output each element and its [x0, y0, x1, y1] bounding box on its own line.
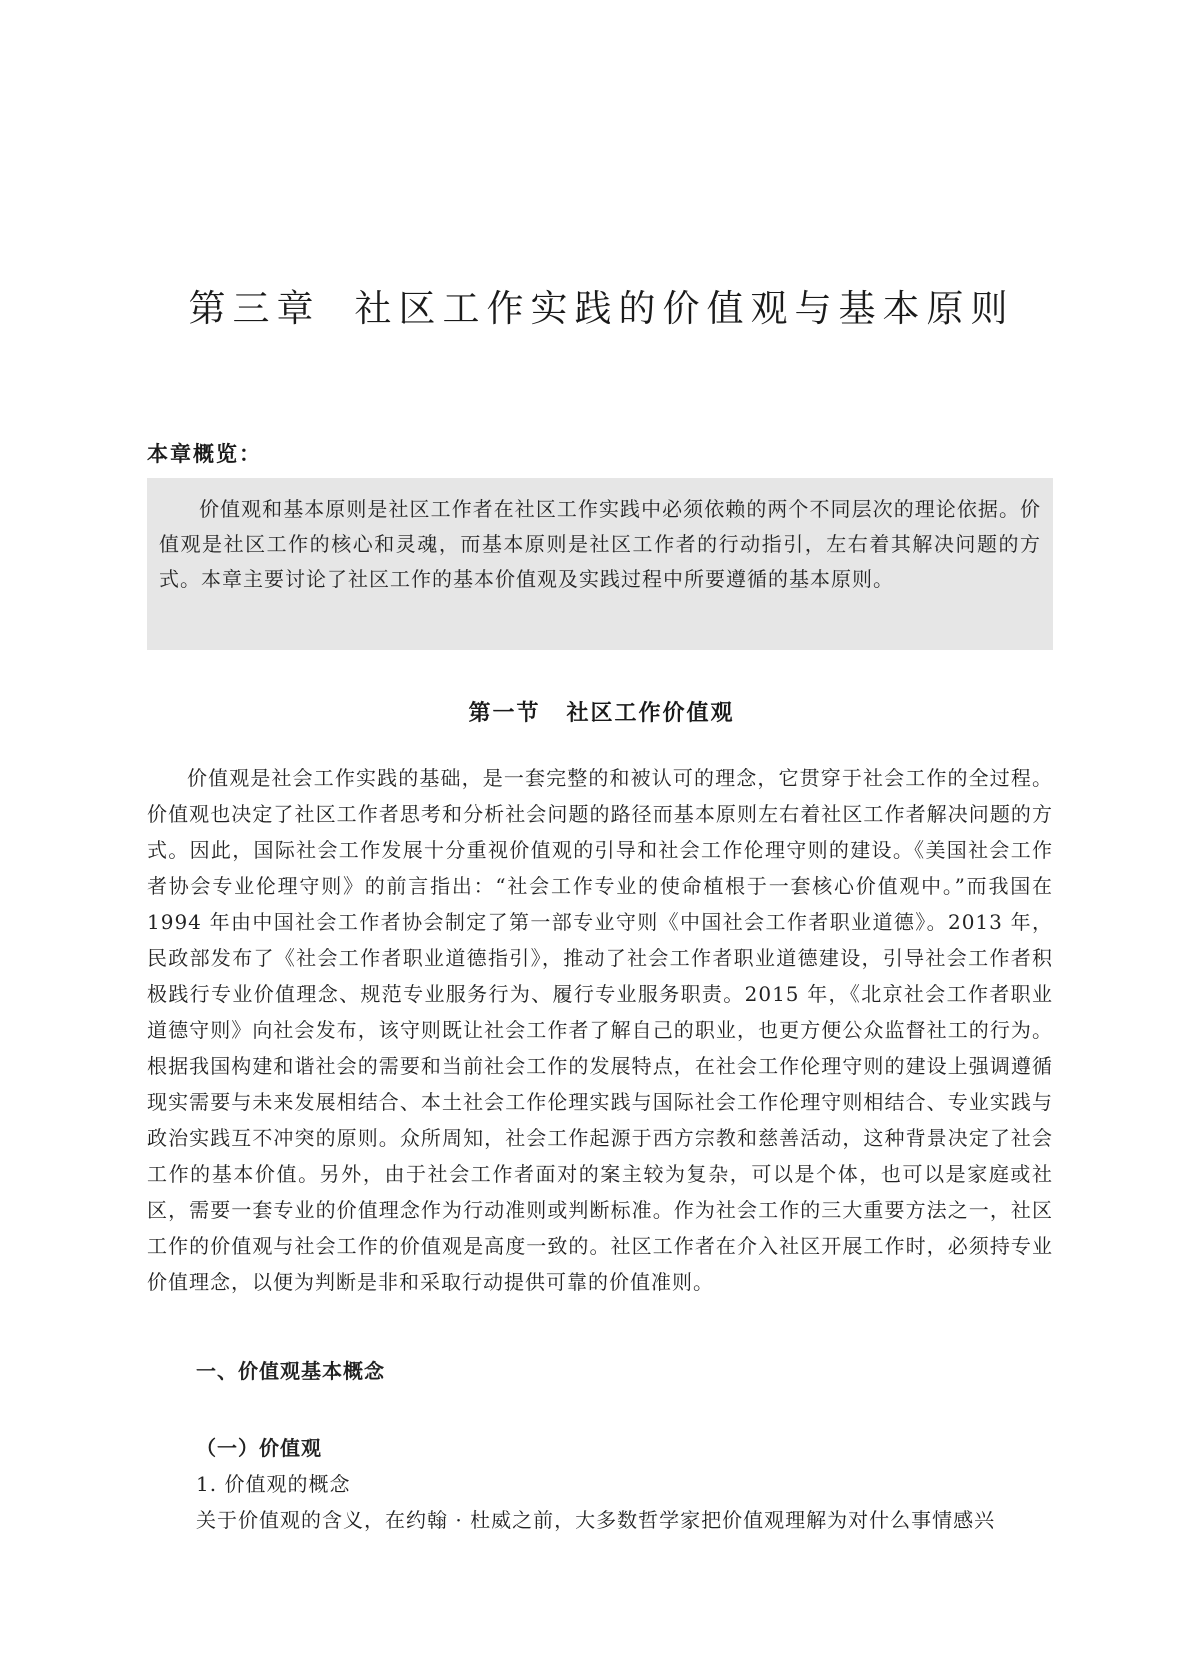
overview-text: 价值观和基本原则是社区工作者在社区工作实践中必须依赖的两个不同层次的理论依据。价值观是社区工作的核心和灵魂，而基本原则是社区工作者的行动指引，左右着其解决问题的方式。本章主要讨论了社区工作的基本价值观及实践过程中所要遵循的基本原则。: [159, 497, 1041, 591]
section-title: [0, 696, 1203, 727]
overview-box: [147, 478, 1053, 650]
section-name: 社区工作价值观: [566, 701, 735, 726]
overview-label: 本章概览：: [147, 442, 262, 466]
section-number: 第一节: [468, 701, 541, 726]
subheading-level-3: （一）价值观: [196, 1436, 322, 1460]
body-paragraph: 价值观是社会工作实践的基础，是一套完整的和被认可的理念，它贯穿于社会工作的全过程。价值观也决定了社区工作者思考和分析社会问题的路径而基本原则左右着社区工作者解决问题的方式。因此，国际社会工作发展十分重视价值观的引导和社会工作伦理守则的建设。《美国社会工作者协会专业伦理守则》的前言指出：“社会工作专业的使命植根于一套核心价值观中。”而我国在 1994 年由中国社会工作者协会制定了第一部专业守则《中国社会工作者职业道德》。2013 年，民政部发布了《社会工作者职业道德指引》，推动了社会工作者职业道德建设，引导社会工作者积极践行专业价值理念、规范专业服务行为、履行专业服务职责。2015 年，《北京社会工作者职业道德守则》向社会发布，该守则既让社会工作者了解自己的职业，也更方便公众监督社工的行为。根据我国构建和谐社会的需要和当前社会工作的发展特点，在社会工作伦理守则的建设上强调遵循现实需要与未来发展相结合、本土社会工作伦理实践与国际社会工作伦理守则相结合、专业实践与政治实践互不冲突的原则。众所周知，社会工作起源于西方宗教和慈善活动，这种背景决定了社会工作的基本价值。另外，由于社会工作者面对的案主较为复杂，可以是个体，也可以是家庭或社区，需要一套专业的价值理念作为行动准则或判断标准。作为社会工作的三大重要方法之一，社区工作的价值观与社会工作的价值观是高度一致的。社区工作者在介入社区开展工作时，必须持专业价值理念，以便为判断是非和采取行动提供可靠的价值准则。: [147, 766, 1053, 1294]
chapter-number: 第三章: [188, 287, 321, 330]
chapter-name: 社区工作实践的价值观与基本原则: [354, 287, 1015, 330]
subheading-level-4: 1. 价值观的概念: [196, 1472, 351, 1496]
chapter-title: [0, 278, 1203, 332]
body-last-line: 关于价值观的含义，在约翰 · 杜威之前，大多数哲学家把价值观理解为对什么事情感兴: [196, 1508, 996, 1532]
subheading-level-2: 一、价值观基本概念: [196, 1359, 385, 1383]
